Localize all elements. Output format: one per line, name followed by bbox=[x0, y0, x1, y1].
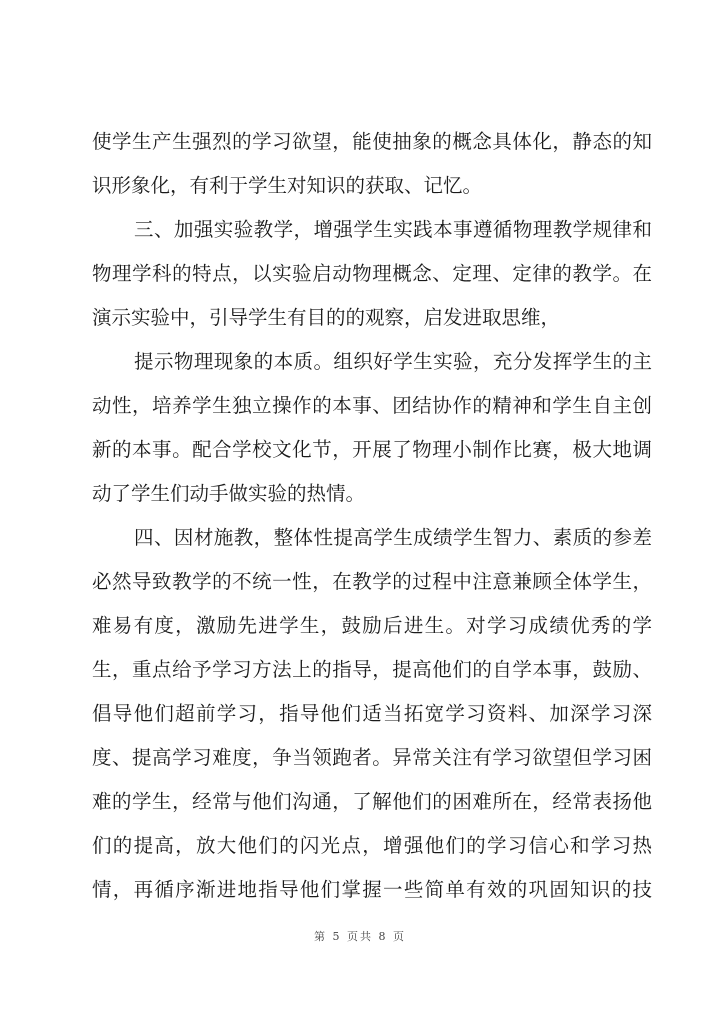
paragraph-line: 演示实验中，引导学生有目的的观察，启发进取思维， bbox=[92, 306, 561, 329]
page-footer: 第 5 页共 8 页 bbox=[314, 930, 406, 943]
paragraph-line: 动性，培养学生独立操作的本事、团结协作的精神和学生自主创 bbox=[92, 394, 652, 417]
paragraph-line: 三、加强实验教学，增强学生实践本事遵循物理教学规律和 bbox=[134, 218, 652, 241]
paragraph-line: 物理学科的特点，以实验启动物理概念、定理、定律的教学。在 bbox=[92, 262, 652, 285]
paragraph-line: 使学生产生强烈的学习欲望，能使抽象的概念具体化，静态的知 bbox=[92, 130, 652, 153]
paragraph-line: 必然导致教学的不统一性，在教学的过程中注意兼顾全体学生， bbox=[92, 570, 652, 593]
paragraph-line: 生，重点给予学习方法上的指导，提高他们的自学本事，鼓励、 bbox=[92, 658, 652, 681]
paragraph-line: 难的学生，经常与他们沟通，了解他们的困难所在，经常表扬他 bbox=[92, 790, 652, 813]
paragraph-line: 倡导他们超前学习，指导他们适当拓宽学习资料、加深学习深 bbox=[92, 702, 652, 725]
paragraph-line: 情，再循序渐进地指导他们掌握一些简单有效的巩固知识的技 bbox=[92, 878, 652, 901]
paragraph-line: 四、因材施教，整体性提高学生成绩学生智力、素质的参差 bbox=[134, 526, 652, 549]
paragraph-line: 们的提高，放大他们的闪光点，增强他们的学习信心和学习热 bbox=[92, 834, 652, 857]
paragraph-line: 提示物理现象的本质。组织好学生实验，充分发挥学生的主 bbox=[134, 350, 652, 373]
paragraph-line: 度、提高学习难度，争当领跑者。异常关注有学习欲望但学习困 bbox=[92, 746, 652, 769]
paragraph-line: 识形象化，有利于学生对知识的获取、记忆。 bbox=[92, 174, 483, 197]
paragraph-line: 动了学生们动手做实验的热情。 bbox=[92, 482, 366, 505]
paragraph-line: 新的本事。配合学校文化节，开展了物理小制作比赛，极大地调 bbox=[92, 438, 652, 461]
paragraph-line: 难易有度，激励先进学生，鼓励后进生。对学习成绩优秀的学 bbox=[92, 614, 652, 637]
